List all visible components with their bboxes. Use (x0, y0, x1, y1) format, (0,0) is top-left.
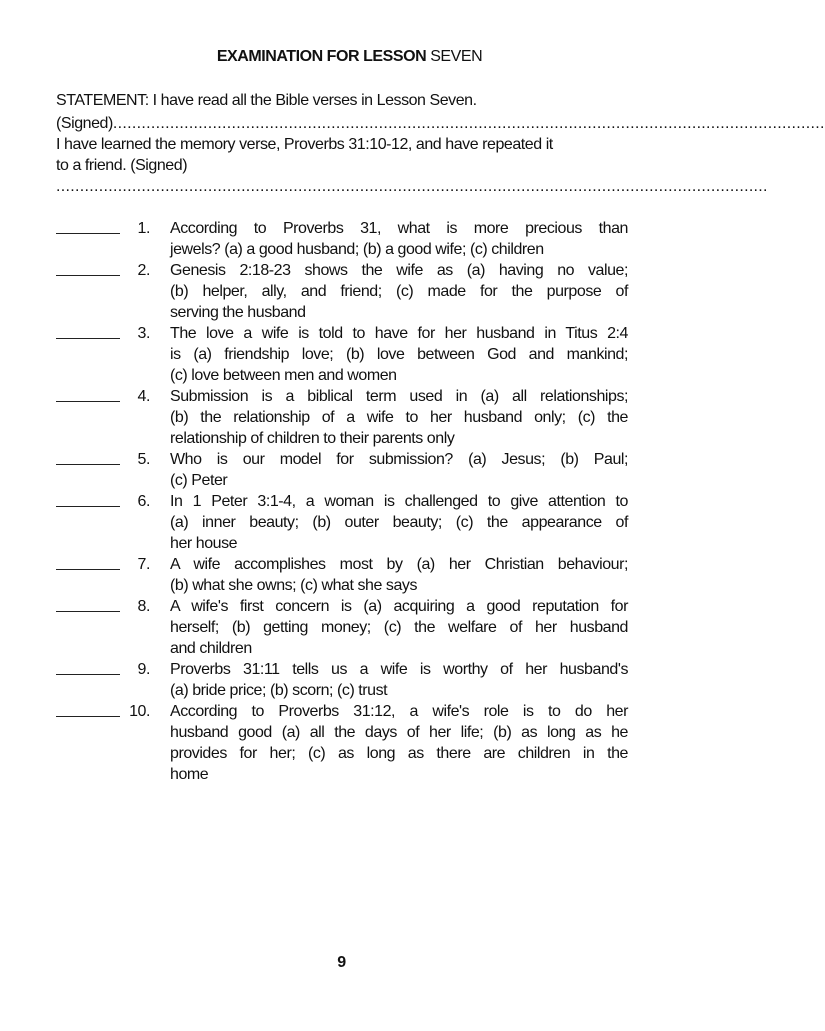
question-text-line: is (a) friendship love; (b) love between God and mankind; (170, 346, 628, 363)
question-text-line: serving the husband (170, 304, 306, 321)
question-text-line: According to Proverbs 31, what is more precious than (170, 220, 628, 237)
answer-blank[interactable] (56, 401, 120, 402)
answer-blank[interactable] (56, 275, 120, 276)
question-text-line: (a) inner beauty; (b) outer beauty; (c) the appearance of (170, 514, 628, 531)
question-number: 7. (137, 556, 150, 573)
title-lesson: SEVEN (430, 48, 483, 65)
question-number: 5. (137, 451, 150, 468)
question-text-line: (b) what she owns; (c) what she says (170, 577, 418, 594)
question-text (170, 218, 628, 260)
question-number: 6. (137, 493, 150, 510)
answer-blank[interactable] (56, 233, 120, 234)
question-text-line: The love a wife is told to have for her husband in Titus 2:4 (170, 325, 628, 342)
question-text (170, 554, 628, 596)
memory-verse-statement-cont: to a friend. (Signed) (56, 157, 188, 174)
question-text-line: In 1 Peter 3:1-4, a woman is challenged to give attention to (170, 493, 628, 510)
question-text (170, 449, 628, 491)
question-number: 10. (129, 703, 150, 720)
memory-verse-statement: I have learned the memory verse, Proverbs 31:10-12, and have repeated it (56, 136, 553, 153)
page-number: 9 (337, 954, 346, 971)
question-text-line: relationship of children to their parents only (170, 430, 455, 447)
question-number: 2. (137, 262, 150, 279)
answer-blank[interactable] (56, 716, 120, 717)
question-text-line: Who is our model for submission? (a) Jesus; (b) Paul; (170, 451, 628, 468)
question-text-line: husband good (a) all the days of her life; (b) as long as he (170, 724, 628, 741)
question-number: 8. (137, 598, 150, 615)
question-text-line: A wife's first concern is (a) acquiring a good reputation for (170, 598, 628, 615)
question-text (170, 596, 628, 659)
question-text-line: provides for her; (c) as long as there are children in the (170, 745, 628, 762)
question-text-line: her house (170, 535, 238, 552)
question-text-line: Proverbs 31:11 tells us a wife is worthy of her husband's (170, 661, 628, 678)
question-text-line: According to Proverbs 31:12, a wife's role is to do her (170, 703, 628, 720)
signature-line-2[interactable] (56, 176, 768, 197)
signature-dots: ...................................................................................................................................................... (56, 178, 768, 195)
question-text (170, 260, 628, 323)
answer-blank[interactable] (56, 464, 120, 465)
question-text (170, 386, 628, 449)
question-text-line: (b) helper, ally, and friend; (c) made for the purpose of (170, 283, 628, 300)
question-text-line: and children (170, 640, 252, 657)
answer-blank[interactable] (56, 506, 120, 507)
question-text-line: A wife accomplishes most by (a) her Christian behaviour; (170, 556, 628, 573)
answer-blank[interactable] (56, 338, 120, 339)
question-text-line: (b) the relationship of a wife to her husband only; (c) the (170, 409, 628, 426)
question-text (170, 659, 628, 701)
question-number: 1. (137, 220, 150, 237)
answer-blank[interactable] (56, 611, 120, 612)
answer-blank[interactable] (56, 569, 120, 570)
question-text (170, 701, 628, 785)
statement-line: STATEMENT: I have read all the Bible verses in Lesson Seven. (56, 92, 477, 109)
question-text (170, 323, 628, 386)
question-text-line: (c) Peter (170, 472, 228, 489)
question-text-line: home (170, 766, 209, 783)
question-text-line: Genesis 2:18-23 shows the wife as (a) having no value; (170, 262, 628, 279)
question-text-line: (a) bride price; (b) scorn; (c) trust (170, 682, 388, 699)
signature-line-1[interactable] (56, 113, 825, 134)
question-text-line: (c) love between men and women (170, 367, 397, 384)
signed-label: (Signed) (56, 115, 113, 132)
question-number: 3. (137, 325, 150, 342)
question-number: 4. (137, 388, 150, 405)
signature-dots: ...................................................................................................................................................... (112, 115, 825, 132)
answer-blank[interactable] (56, 674, 120, 675)
title-bold: EXAMINATION FOR LESSON (216, 48, 427, 65)
question-number: 9. (137, 661, 150, 678)
question-text (170, 491, 628, 554)
page-title (0, 48, 699, 66)
question-text-line: herself; (b) getting money; (c) the welfare of her husband (170, 619, 628, 636)
question-text-line: Submission is a biblical term used in (a) all relationships; (170, 388, 628, 405)
question-text-line: jewels? (a) a good husband; (b) a good wife; (c) children (170, 241, 544, 258)
